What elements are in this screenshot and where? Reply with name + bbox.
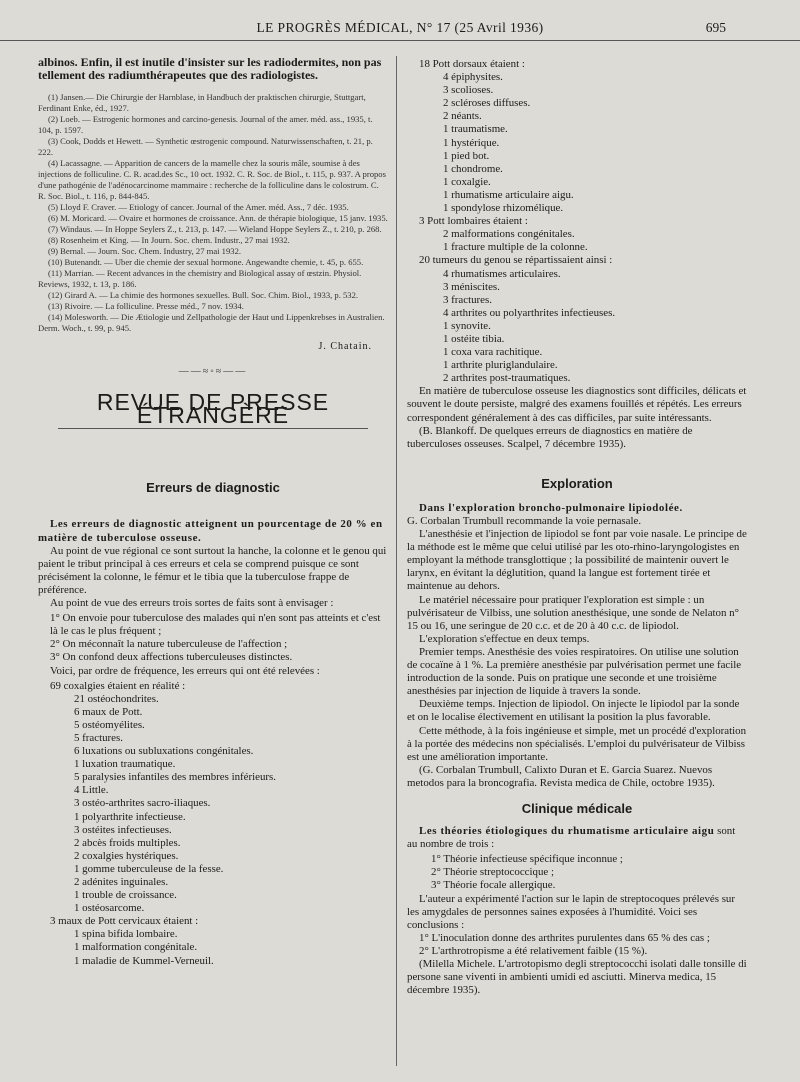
- list-item: 5 fractures.: [74, 731, 123, 744]
- list-heading: 18 Pott dorsaux étaient :: [419, 58, 525, 70]
- reference-item: (1) Jansen.— Die Chirurgie der Harnblase, in Handbuch der praktischen chirurgie, Stuttgart, Ferdinant Enke, éd., 1927.: [38, 92, 366, 113]
- list-item: 2 coxalgies hystériques.: [74, 849, 179, 862]
- article-paragraph: Au point de vue régional ce sont surtout la hanche, la colonne et le genou qui paient le tribut principal à ces erreurs et cela se comprend puisque ce sont précisément la colonne, le fémur et le tibia que la tuberculose frappe de préférence.: [38, 544, 387, 596]
- list-item: 2° Théorie streptococcique ;: [431, 866, 554, 879]
- list-item: 1 malformation congénitale.: [74, 941, 198, 954]
- article-lead: Les erreurs de diagnostic atteignent un pourcentage de 20 % en matière de tuberculose osseuse.: [38, 518, 383, 544]
- list-item: 1 maladie de Kummel-Verneuil.: [74, 954, 214, 967]
- list-item: 1 coxa vara rachitique.: [443, 346, 543, 359]
- exploration-paragraph: Le matériel nécessaire pour pratiquer l'exploration est simple : un pulvérisateur de Vilbiss, une solution anesthésique, une sonde de Nelaton n° 15 ou 16, une seringue de 20 c.c. et de 20 à 40 c.c. de lipiodol.: [407, 593, 739, 632]
- list-item: 4 arthrites ou polyarthrites infectieuses.: [443, 306, 616, 319]
- list-item: 3 méniscites.: [443, 280, 500, 293]
- article-paragraph: Au point de vue des erreurs trois sortes de faits sont à envisager :: [50, 597, 334, 610]
- list-item: 2 scléroses diffuses.: [443, 97, 531, 110]
- list-item: 5 paralysies infantiles des membres inférieurs.: [74, 771, 277, 784]
- clinique-lead-rest: sont au nombre de trois :: [407, 825, 736, 851]
- source-citation: (B. Blankoff. De quelques erreurs de diagnostics en matière de tuberculoses osseuses. Scalpel, 7 décembre 1935).: [407, 424, 693, 450]
- list-item: 2 malformations congénitales.: [443, 228, 575, 241]
- page-header: [0, 18, 800, 41]
- ornament-divider: ——≈◦≈——: [178, 366, 248, 378]
- list-item: 4 Little.: [74, 784, 109, 797]
- list-item: 1 spina bifida lombaire.: [74, 928, 178, 941]
- list-item: 2 arthrites post-traumatiques.: [443, 372, 571, 385]
- reference-item: (3) Cook, Dodds et Hewett. — Synthetic œstrogenic compound. Naturwissenschaften, t. 21, p. 222.: [38, 136, 373, 157]
- exploration-paragraph: G. Corbalan Trumbull recommande la voie pernasale.: [407, 515, 642, 527]
- list-item: 1 spondylose rhizomélique.: [443, 202, 564, 215]
- list-item: 1 coxalgie.: [443, 175, 491, 188]
- clinique-lead: Les théories étiologiques du rhumatisme articulaire aigu: [419, 825, 715, 838]
- conclusion-paragraph: En matière de tuberculose osseuse les diagnostics sont difficiles, délicats et souvent le doute persiste, malgré des examens fouillés et répétés. Les erreurs correspondent généralement à des cas difficiles, par suite intéressants.: [407, 385, 747, 424]
- list-item: 21 ostéochondrites.: [74, 692, 159, 705]
- reference-item: (11) Marrian. — Recent advances in the chemistry and Biological assay of œstzin. Physiol. Reviews, 1932, t. 13, p. 186.: [38, 268, 362, 289]
- list-item: 6 luxations ou subluxations congénitales.: [74, 745, 254, 758]
- exploration-paragraph: L'anesthésie et l'injection de lipiodol se font par voie nasale. Le principe de la méthode est le même que celui utilisé par les oto-rhino-laryngologistes en employant la méthode transglottique ; la possibilité de maintenir ouvert le larynx, en évitant la déglutition, quand la langue est fortement tirée et maintenue au dehors.: [407, 528, 747, 593]
- list-item: 1° On envoie pour tuberculose des malades qui n'en sont pas atteints et c'est là le cas le plus fréquent ;: [50, 612, 381, 638]
- list-item: 6 maux de Pott.: [74, 705, 143, 718]
- list-item: 3 scolioses.: [443, 84, 494, 97]
- list-item: 2 adénites inguinales.: [74, 876, 169, 888]
- exploration-paragraph: Premier temps. Anesthésie des voies respiratoires. On utilise une solution de cocaïne à 1 %. La première anesthésie par pulvérisation permet une facile introduction de la sonde. Puis on pratique une seconde et une troisième anesthésies par injection de liquide à travers la sonde.: [407, 645, 742, 698]
- error-types-list: [38, 612, 388, 664]
- list-item: 3 fractures.: [443, 293, 492, 306]
- list-item: 1 chondrome.: [443, 162, 503, 175]
- reference-item: (10) Butenandt. — Uber die chemie der sexual hormone. Angewandte chemie, t. 45, p. 655.: [48, 257, 364, 267]
- list-item: 2 néants.: [443, 110, 482, 123]
- list-item: 3° Théorie focale allergique.: [431, 879, 556, 892]
- list-item: 2° On méconnaît la nature tuberculeuse de l'affection ;: [50, 638, 288, 651]
- list-heading: 3 maux de Pott cervicaux étaient :: [50, 915, 199, 928]
- reference-item: (4) Lacassagne. — Apparition de cancers de la mamelle chez la souris mâle, soumise à des injections de folliculine. C. R. acad.des Sc., 10 oct. 1932. C. R. Soc. de Biol., t. 115, p. 937. A propos d'une pathogénie de l'adénocarcinome mammaire : recherche de la folliculine dans le colostrum. C. R. Soc. Biol., t. 116, p. 844-845.: [38, 158, 386, 201]
- list-item: 1 synovite.: [443, 319, 491, 332]
- exploration-title: Exploration: [541, 475, 613, 491]
- list-item: 1 gomme tuberculeuse de la fesse.: [74, 862, 224, 875]
- list-item: 5 ostéomyélites.: [74, 718, 145, 731]
- list-item: 3° On confond deux affections tuberculeuses distinctes.: [50, 651, 293, 664]
- list-heading: 69 coxalgies étaient en réalité :: [50, 679, 186, 692]
- reference-list: [38, 92, 388, 334]
- list-item: 4 rhumatismes articulaires.: [443, 267, 561, 280]
- list-item: 1 ostéite tibia.: [443, 332, 505, 345]
- list-item: 1 fracture multiple de la colonne.: [443, 241, 588, 254]
- list-item: 1 rhumatisme articulaire aigu.: [443, 188, 574, 201]
- list-item: 1 ostéosarcome.: [74, 902, 145, 915]
- reference-item: (12) Girard A. — La chimie des hormones sexuelles. Bull. Soc. Chim. Biol., 1933, p. 532.: [48, 290, 359, 300]
- article-paragraph: Voici, par ordre de fréquence, les erreurs qui ont été relevées :: [50, 664, 320, 677]
- list-heading: 3 Pott lombaires étaient :: [419, 215, 528, 228]
- exploration-paragraph: Cette méthode, à la fois ingénieuse et simple, met un procédé d'exploration à la portée des médecins non spécialisés. L'emploi du pulvérisateur de Vilbiss est une amélioration importante.: [407, 724, 747, 763]
- reference-item: (13) Rivoire. — La folliculine. Presse méd., 7 nov. 1934.: [48, 301, 244, 311]
- list-item: 3 ostéites infectieuses.: [74, 823, 172, 836]
- exploration-paragraph: Deuxième temps. Injection de lipiodol. On injecte le lipiodol par la sonde et on le localise électivement en utilisant la position la plus favorable.: [407, 698, 740, 724]
- dorsal-list: [407, 58, 747, 385]
- reference-item: (7) Windaus. — In Hoppe Seylers Z., t. 213, p. 147. — Wieland Hoppe Seylers Z., t. 210, p. 268.: [48, 224, 382, 234]
- clinique-paragraph: 1° L'inoculation donne des arthrites purulentes dans 65 % des cas ;: [419, 931, 710, 944]
- list-item: 1° Théorie infectieuse spécifique inconnue ;: [431, 853, 623, 866]
- clinique-title: Clinique médicale: [521, 800, 633, 816]
- intro-paragraph: albinos. Enfin, il est inutile d'insister sur les radiodermites, non pas tellement des radiumthérapeutes que des radiologistes.: [38, 55, 382, 82]
- list-item: 4 épiphysites.: [443, 71, 503, 84]
- reference-item: (2) Loeb. — Estrogenic hormones and carcino-genesis. Journal of the amer. méd. ass., 1935, t. 104, p. 1597.: [38, 114, 373, 135]
- list-item: 1 trouble de croissance.: [74, 889, 177, 902]
- left-column: [38, 56, 388, 968]
- exploration-paragraph: L'exploration s'effectue en deux temps.: [419, 632, 590, 645]
- section-title: REVUE DE PRESSE ÉTRANGÈRE: [96, 389, 330, 429]
- list-item: 1 traumatisme.: [443, 123, 508, 136]
- clinique-paragraph: L'auteur a expérimenté l'action sur le lapin de streptocoques prélevés sur les amygdales de personnes saines exposées à l'humidité. Voici ses conclusions :: [407, 892, 736, 931]
- reference-item: (8) Rosenheim et King. — In Journ. Soc. chem. Industr., 27 mai 1932.: [48, 235, 290, 245]
- section-rule: [58, 428, 368, 429]
- list-item: 2 abcès froids multiples.: [74, 836, 181, 849]
- coxalgies-list: [38, 680, 388, 968]
- reference-item: (9) Bernal. — Journ. Soc. Chem. Industry, 27 mai 1932.: [48, 246, 242, 256]
- page-number: 695: [705, 20, 726, 35]
- reference-item: (14) Molesworth. — Die Ætiologie und Zellpathologie der Haut und Lippenkrebses in Australien. Derm. Woch., t. 99, p. 945.: [38, 312, 385, 333]
- running-title: LE PROGRÈS MÉDICAL, N° 17 (25 Avril 1936): [256, 20, 544, 35]
- author-signature: J. Chatain.: [318, 341, 372, 352]
- source-citation: (Milella Michele. L'artrotopismo degli streptococchi isolati dalle tonsille di persone sane viventi in ambienti umidi ed asciutti. Minerva medica, 15 décembre 1935).: [407, 958, 747, 997]
- list-item: 1 luxation traumatique.: [74, 758, 176, 771]
- list-item: 1 hystérique.: [443, 136, 500, 149]
- clinique-paragraph: 2° L'arthrotropisme a été relativement faible (15 %).: [419, 944, 648, 957]
- list-item: 3 ostéo-arthrites sacro-iliaques.: [74, 797, 211, 810]
- list-item: 1 arthrite pluriglandulaire.: [443, 359, 558, 372]
- source-citation: (G. Corbalan Trumbull, Calixto Duran et E. Garcia Suarez. Nuevos metodos para la broncografia. Revista medica de Chile, octobre 1935).: [407, 763, 715, 789]
- list-item: 1 polyarthrite infectieuse.: [74, 810, 186, 823]
- theories-list: [407, 853, 747, 892]
- reference-item: (6) M. Moricard. — Ovaire et hormones de croissance. Ann. de thérapie biologique, 15 janv. 1935.: [48, 213, 388, 223]
- list-heading: 20 tumeurs du genou se répartissaient ainsi :: [419, 254, 613, 267]
- reference-item: (5) Lloyd F. Craver. — Etiology of cancer. Journal of the Amer. méd. Ass., 7 déc. 1935.: [48, 202, 349, 212]
- list-item: 1 pied bot.: [443, 149, 490, 162]
- article-title: Erreurs de diagnostic: [146, 480, 280, 496]
- exploration-lead: Dans l'exploration broncho-pulmonaire lipiodolée.: [419, 501, 683, 514]
- right-column: [396, 56, 747, 1066]
